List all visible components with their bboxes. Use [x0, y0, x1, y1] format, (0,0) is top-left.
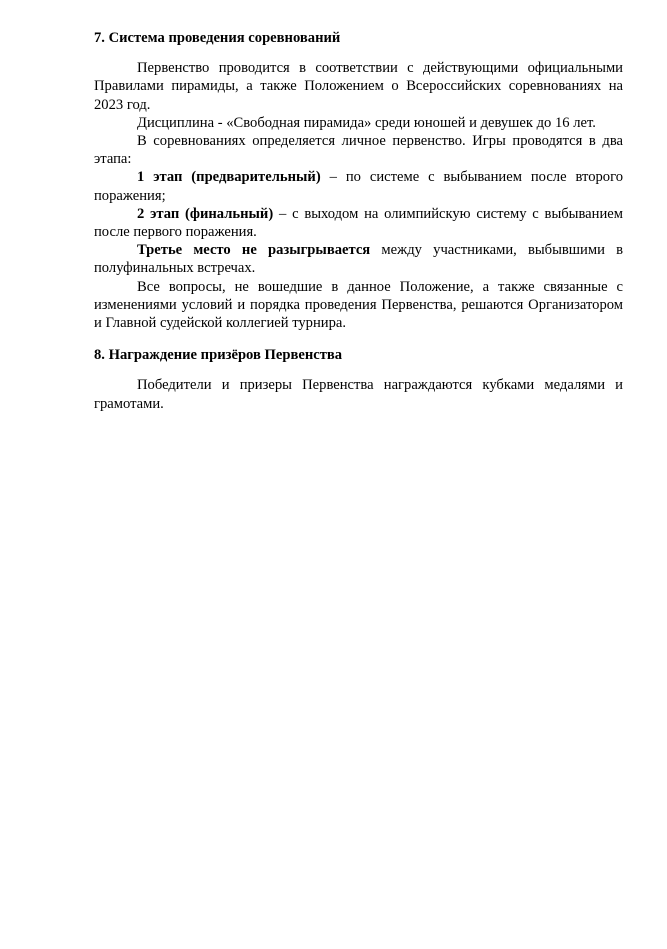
stage-1-label: 1 этап (предварительный) — [137, 169, 321, 186]
third-place-label: Третье место не разыгрывается — [137, 242, 371, 259]
section-7-heading: 7. Система проведения соревнований — [94, 30, 341, 46]
paragraph-stage-2 — [94, 205, 623, 241]
stage-1-text: – по системе с выбыванием после второго поражения; — [94, 169, 623, 204]
section-awards — [94, 346, 623, 413]
section-competition-system — [94, 29, 623, 332]
paragraph-discipline: Дисциплина - «Свободная пирамида» среди юношей и девушек до 16 лет. — [137, 114, 596, 131]
third-place-text: между участниками, выбывшими в полуфинальных встречах. — [94, 242, 624, 277]
section-8-heading: 8. Награждение призёров Первенства — [94, 347, 343, 364]
stage-2-text: – с выходом на олимпийскую систему с выбыванием после первого поражения. — [94, 205, 623, 241]
paragraph-personal-championship: В соревнованиях определяется личное первенство. Игры проводятся в два этапа: — [94, 133, 623, 168]
paragraph-rules: Первенство проводится в соответствии с действующими официальными Правилами пирамиды, а также Положением о Всероссийских соревнованиях на 2023 год. — [94, 60, 623, 113]
paragraph-third-place — [94, 241, 623, 277]
paragraph-awards: Победители и призеры Первенства награждаются кубками медалями и грамотами. — [94, 377, 623, 412]
document-content — [94, 29, 623, 413]
paragraph-other-questions: Все вопросы, не вошедшие в данное Положение, а также связанные с изменениями условий и порядка проведения Первенства, решаются Организатором и Главной судейской коллегией турнира. — [94, 278, 623, 332]
paragraph-stage-1 — [94, 168, 623, 204]
stage-2-label: 2 этап (финальный) — [137, 205, 274, 222]
